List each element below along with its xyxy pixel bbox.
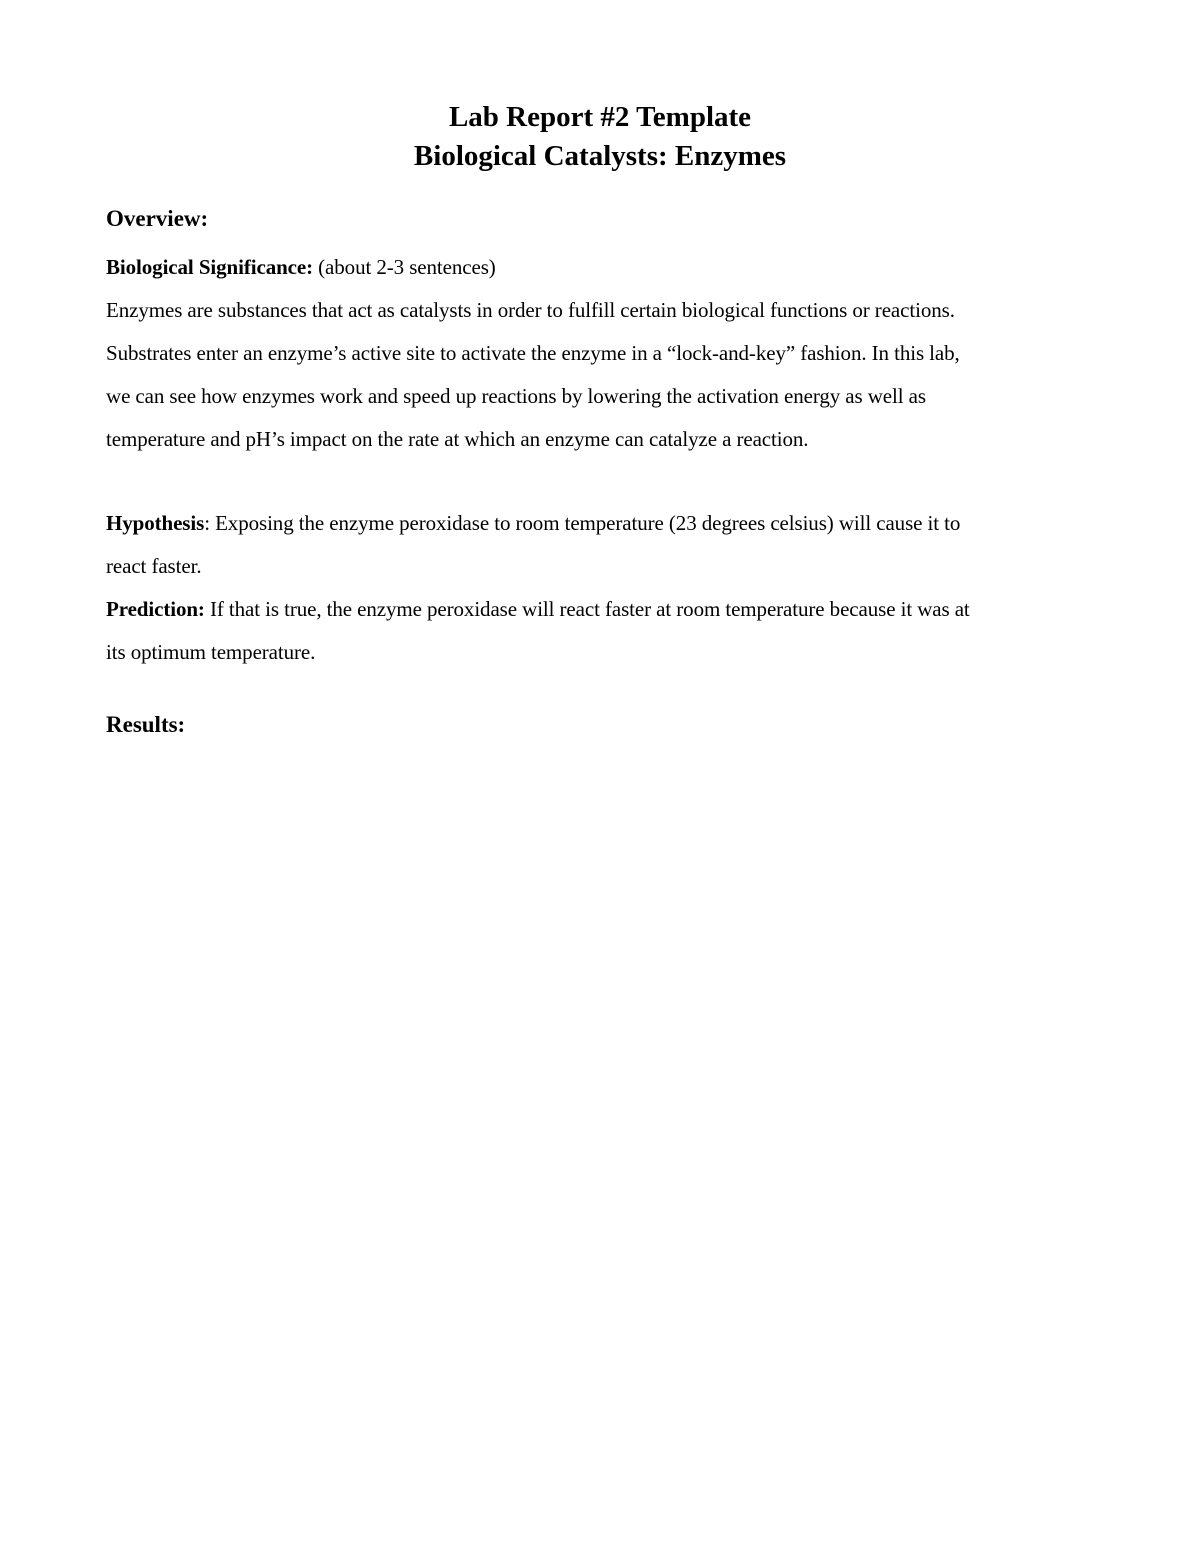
paragraph-line: we can see how enzymes work and speed up reactions by lowering the activation energy as well as [106, 384, 926, 408]
title-line-2: Biological Catalysts: Enzymes [413, 140, 787, 172]
title-line-1: Lab Report #2 Template [448, 101, 752, 133]
paragraph-line: Enzymes are substances that act as catalysts in order to fulfill certain biological functions or reactions. [106, 298, 955, 322]
biological-significance-section [106, 246, 1106, 461]
prediction-text: If that is true, the enzyme peroxidase will react faster at room temperature because it was at [204, 597, 970, 621]
prediction-section [106, 588, 1106, 674]
prediction-line-1 [106, 588, 1106, 631]
prediction-label: Prediction: [106, 597, 205, 621]
document-title [0, 98, 1200, 176]
biological-significance-header-line [106, 246, 1106, 289]
overview-heading: Overview: [106, 206, 209, 231]
hypothesis-line-1 [106, 502, 1106, 545]
hypothesis-section [106, 502, 1106, 588]
paragraph-line: temperature and pH’s impact on the rate at which an enzyme can catalyze a reaction. [106, 427, 809, 451]
paragraph-line: Substrates enter an enzyme’s active site to activate the enzyme in a “lock-and-key” fashion. In this lab, [106, 341, 960, 365]
results-heading: Results: [106, 712, 186, 737]
biological-significance-label: Biological Significance: [106, 255, 314, 279]
hypothesis-text: : Exposing the enzyme peroxidase to room temperature (23 degrees celsius) will cause it to [204, 511, 961, 535]
hypothesis-label: Hypothesis [106, 511, 205, 535]
prediction-line-2: its optimum temperature. [106, 640, 316, 664]
biological-significance-note: (about 2-3 sentences) [313, 255, 496, 279]
hypothesis-line-2: react faster. [106, 554, 202, 578]
